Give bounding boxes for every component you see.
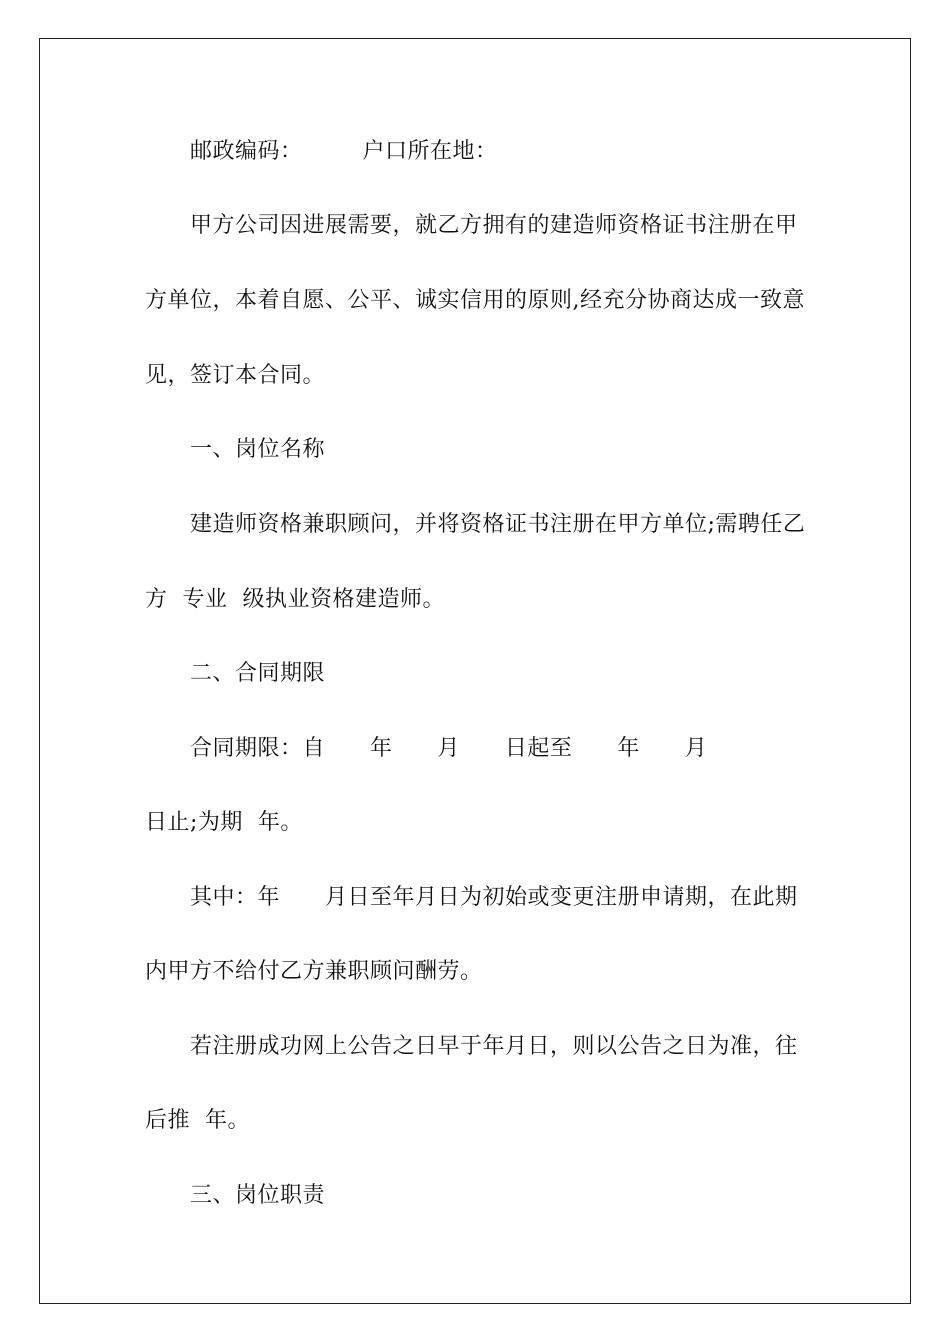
paragraph-announcement-line-2: 后推 年。 [145, 1108, 250, 1133]
paragraph-term-line-1: 合同期限：自 年 月 日起至 年 月 [190, 736, 708, 761]
paragraph-intro-line-3: 见，签订本合同。 [145, 363, 326, 388]
paragraph-position-line-2: 方 专业 级执业资格建造师。 [145, 587, 445, 612]
section-heading-contract-term: 二、合同期限 [190, 661, 326, 686]
section-heading-duties: 三、岗位职责 [190, 1183, 326, 1208]
paragraph-registration-line-2: 内甲方不给付乙方兼职顾问酬劳。 [145, 959, 483, 984]
paragraph-registration-line-1: 其中：年 月日至年月日为初始或变更注册申请期，在此期 [190, 885, 798, 910]
paragraph-announcement-line-1: 若注册成功网上公告之日早于年月日，则以公告之日为准，往 [190, 1034, 798, 1059]
paragraph-intro-line-2: 方单位，本着自愿、公平、诚实信用的原则,经充分协商达成一致意 [145, 288, 805, 313]
paragraph-intro-line-1: 甲方公司因进展需要，就乙方拥有的建造师资格证书注册在甲 [190, 213, 798, 238]
postal-code-line: 邮政编码： 户口所在地： [190, 139, 498, 164]
section-heading-position-name: 一、岗位名称 [190, 437, 326, 462]
paragraph-term-line-2: 日止;为期 年。 [145, 810, 303, 835]
paragraph-position-line-1: 建造师资格兼职顾问，并将资格证书注册在甲方单位;需聘任乙 [190, 512, 806, 537]
